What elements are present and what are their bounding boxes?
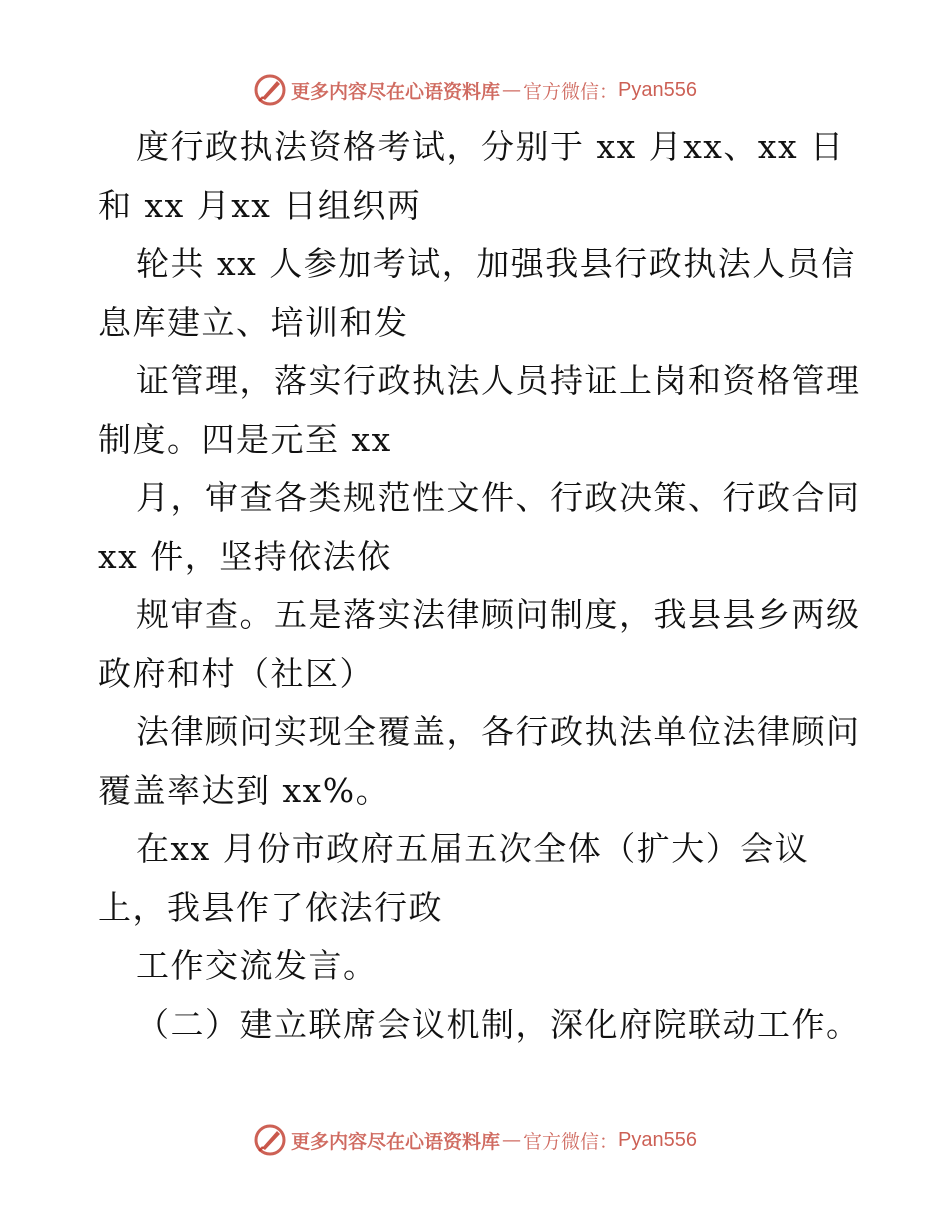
text-line: 政府和村（社区） — [98, 653, 374, 693]
text-line: 覆盖率达到 xx%。 — [98, 770, 391, 810]
text-line: （二）建立联席会议机制，深化府院联动工作。 — [136, 1004, 861, 1044]
watermark-suffix: 官方微信： — [523, 80, 619, 103]
footer-watermark — [0, 1120, 950, 1160]
watermark-id: Pyan556 — [618, 1128, 697, 1151]
quill-logo-icon — [253, 1123, 287, 1157]
text-line: xx 件，坚持依法依 — [98, 536, 392, 576]
text-line: 度行政执法资格考试，分别于 xx 月xx、xx 日 — [136, 127, 845, 166]
watermark-suffix: 官方微信： — [523, 1130, 619, 1153]
text-line: 证管理，落实行政执法人员持证上岗和资格管理 — [136, 361, 861, 400]
text-line: 轮共 xx 人参加考试，加强我县行政执法人员信 — [136, 244, 856, 283]
watermark-text: 更多内容尽在心语资料库 — [291, 1130, 501, 1153]
watermark-id: Pyan556 — [618, 78, 697, 101]
quill-logo-icon — [253, 73, 287, 107]
text-line: 规审查。五是落实法律顾问制度，我县县乡两级 — [136, 595, 861, 634]
header-watermark — [0, 70, 950, 110]
text-line: 上，我县作了依法行政 — [98, 887, 443, 927]
text-line: 在xx 月份市政府五届五次全体（扩大）会议 — [136, 829, 810, 868]
text-line: 工作交流发言。 — [136, 946, 378, 985]
text-line: 月，审查各类规范性文件、行政决策、行政合同 — [136, 478, 861, 517]
text-line: 息库建立、培训和发 — [98, 302, 409, 342]
watermark-dash: — — [502, 1129, 522, 1151]
text-line: 和 xx 月xx 日组织两 — [98, 185, 422, 225]
watermark-text: 更多内容尽在心语资料库 — [291, 80, 501, 103]
text-line: 法律顾问实现全覆盖，各行政执法单位法律顾问 — [136, 712, 861, 751]
watermark-dash: — — [502, 79, 522, 101]
text-line: 制度。四是元至 xx — [98, 419, 392, 459]
document-body — [98, 118, 861, 1054]
